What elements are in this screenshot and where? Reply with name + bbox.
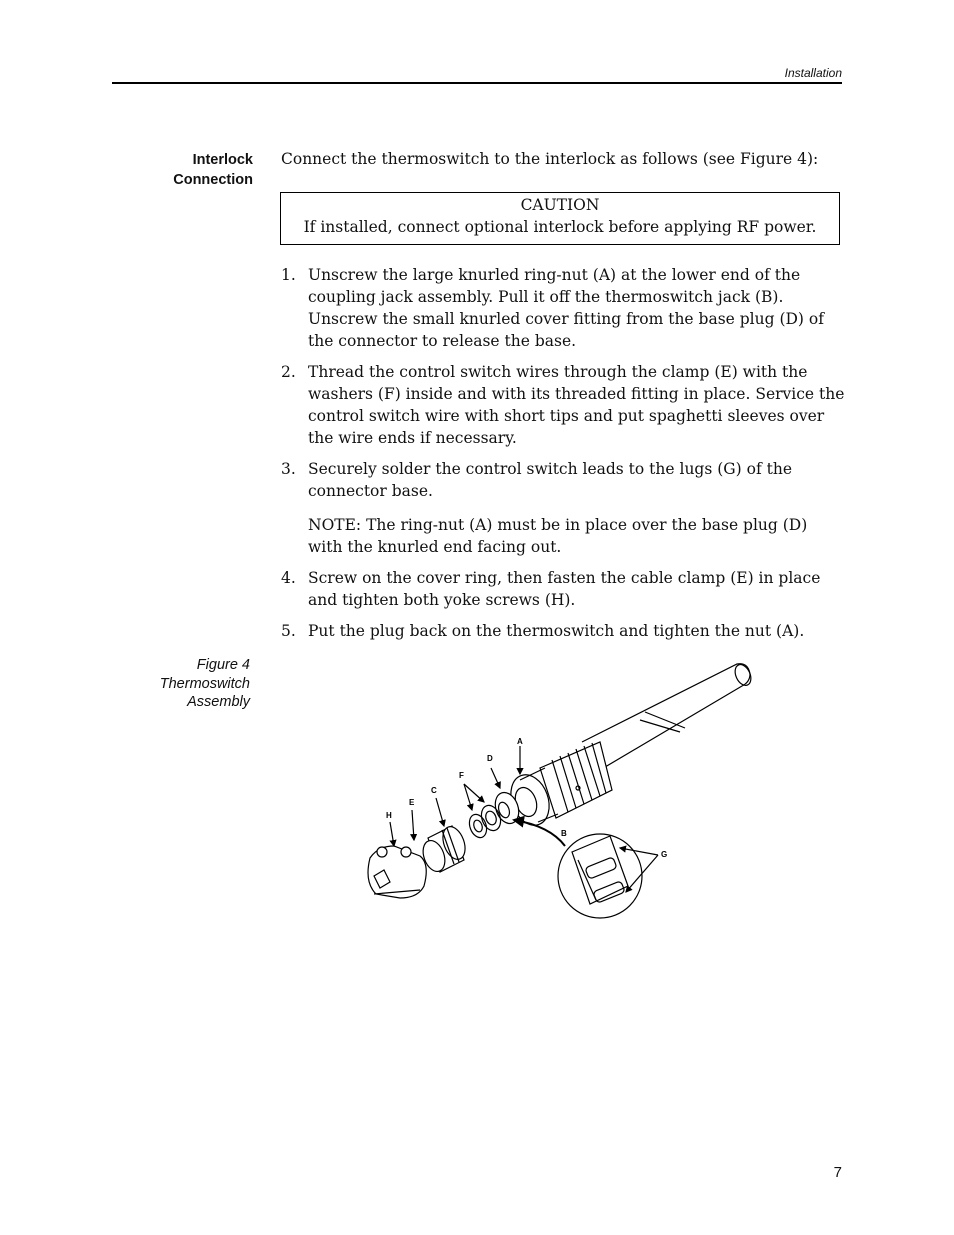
label-e: E (409, 798, 415, 807)
step-text: Unscrew the large knurled ring-nut (A) at the lower end of the coupling jack assembly. Pull it off the thermoswitch jack (B). Unscrew the small knurled cover fitting from the base plug (D) of the connector to release the base. (308, 266, 824, 350)
step-number: 1. (281, 266, 296, 284)
cable-clamp-part (368, 846, 426, 898)
step-item (281, 458, 846, 502)
intro-paragraph: Connect the thermoswitch to the interlock as follows (see Figure 4): (281, 150, 819, 168)
step-item (281, 567, 846, 611)
step-text: Thread the control switch wires through the clamp (E) with the washers (F) inside and with its threaded fitting in place. Service the control switch wire with short tips and put spaghetti sleeves over the wire ends if necessary. (308, 363, 845, 447)
step-number: 5. (281, 622, 296, 640)
figure-caption-line3: Assembly (187, 694, 250, 710)
detail-magnifier (558, 834, 642, 918)
probe-shaft (582, 662, 754, 770)
caution-title: CAUTION (520, 196, 600, 214)
section-heading-line2: Connection (173, 172, 253, 188)
figure-caption-line2: Thermoswitch (159, 675, 250, 692)
figure-caption-line1: Figure 4 (196, 657, 250, 673)
header-rule (112, 82, 842, 84)
label-d: D (487, 754, 493, 763)
step-number: 2. (281, 363, 296, 381)
step-number: 3. (281, 460, 296, 478)
label-c: C (431, 786, 437, 795)
thermoswitch-assembly-illustration (350, 650, 770, 930)
section-heading-line1: Interlock (192, 152, 253, 168)
jack-body (540, 742, 612, 818)
caution-text: If installed, connect optional interlock before applying RF power. (303, 218, 817, 236)
step-text: Put the plug back on the thermoswitch and tighten the nut (A). (308, 622, 805, 640)
running-head: Installation (784, 66, 842, 80)
label-f: F (459, 771, 464, 780)
step-item (281, 264, 846, 352)
section-heading (112, 150, 253, 190)
figure-caption (112, 656, 250, 712)
note-text: NOTE: The ring-nut (A) must be in place over the base plug (D) with the knurled end facing out. (308, 516, 808, 556)
cover-fitting-part (419, 824, 469, 875)
label-b: B (561, 829, 567, 838)
label-h: H (386, 811, 392, 820)
step-text: Screw on the cover ring, then fasten the cable clamp (E) in place and tighten both yoke screws (H). (308, 569, 821, 609)
label-g: G (661, 850, 668, 859)
page-number: 7 (833, 1164, 842, 1181)
step-text: Securely solder the control switch leads to the lugs (G) of the connector base. (308, 460, 793, 500)
step-number: 4. (281, 569, 296, 587)
steps-list (281, 264, 846, 651)
step-item (281, 620, 846, 642)
caution-box (280, 192, 840, 245)
step-item (281, 361, 846, 449)
label-a: A (517, 737, 523, 746)
